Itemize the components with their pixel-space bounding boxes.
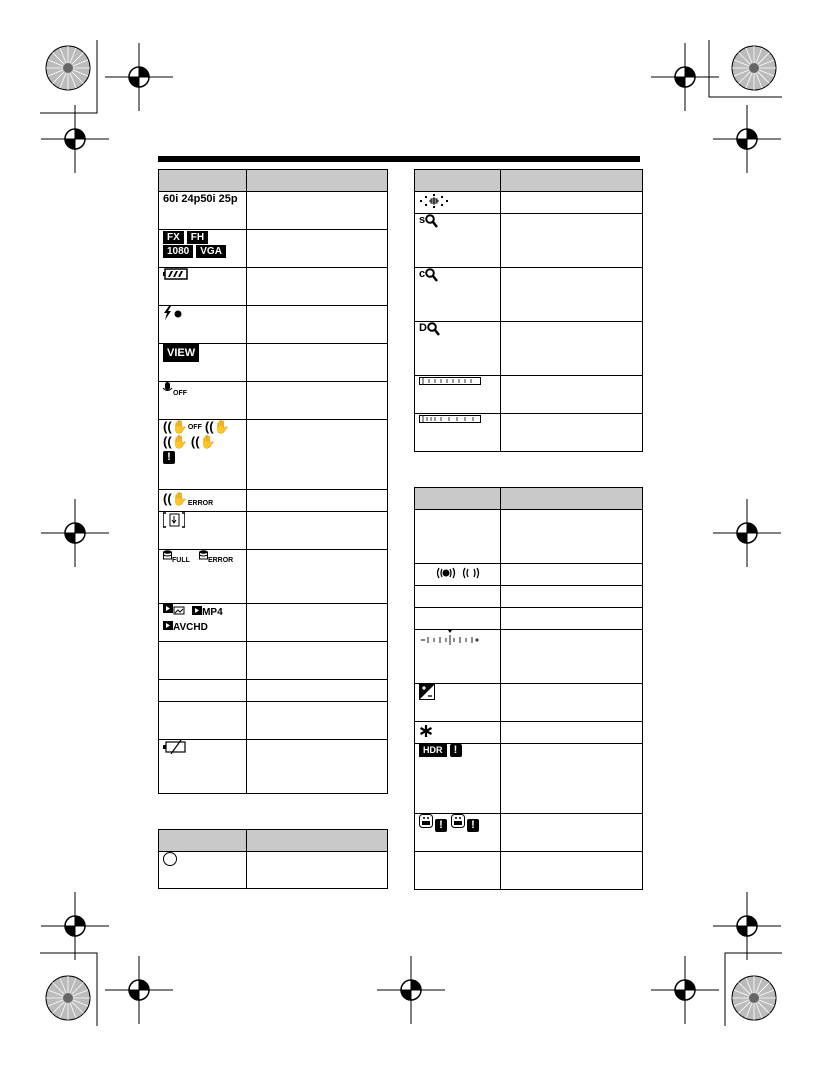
table-row	[415, 608, 643, 630]
ae-lock-icon	[419, 724, 433, 738]
table-row	[159, 490, 388, 512]
warning-icon: !	[435, 819, 447, 832]
memory-card-icon	[163, 512, 185, 528]
header-rule	[158, 156, 640, 162]
image-size-icon: FH	[187, 231, 208, 244]
circle-icon	[163, 852, 177, 866]
table-row	[415, 192, 643, 214]
image-size-icon: VGA	[196, 245, 226, 258]
right-top-table	[414, 169, 643, 452]
battery-icon	[163, 268, 189, 280]
table-row	[415, 414, 643, 452]
playback-still-icon	[163, 606, 185, 618]
warning-icon: !	[163, 451, 175, 464]
table-row	[415, 722, 643, 744]
table-row	[415, 852, 643, 890]
table-row	[415, 376, 643, 414]
scale-bar-icon	[419, 377, 481, 385]
table-header-description	[501, 488, 643, 510]
no-battery-icon	[163, 740, 187, 754]
hdr-icon: HDR	[419, 744, 447, 757]
table-row	[159, 192, 388, 230]
scale-bar-icon	[419, 415, 481, 423]
steadyshot-error-icon: ((✋ERROR	[163, 491, 214, 507]
table-row	[415, 214, 643, 268]
table-header-description	[247, 830, 388, 852]
right-bottom-table	[414, 487, 643, 890]
exposure-comp-icon	[419, 684, 435, 700]
warning-icon: !	[450, 744, 462, 757]
picture-effect-icon	[419, 814, 433, 828]
mic-off-icon: OFF	[163, 385, 187, 397]
picture-effect-icon	[451, 814, 465, 828]
flash-charge-icon	[163, 306, 187, 320]
table-row	[415, 268, 643, 322]
table-row	[159, 740, 388, 794]
smart-zoom-icon: s	[419, 214, 438, 226]
database-error-icon: ERROR	[199, 552, 233, 564]
digital-zoom-icon: D	[419, 322, 440, 334]
table-row	[159, 550, 388, 604]
table-header-description	[247, 170, 388, 192]
table-row	[159, 306, 388, 344]
playback-avchd-icon: AVCHD	[163, 621, 208, 633]
view-icon: VIEW	[163, 344, 199, 362]
table-row	[159, 268, 388, 306]
table-row	[415, 564, 643, 586]
table-row	[415, 586, 643, 608]
table-header-icon	[415, 488, 501, 510]
video-format-icon: 60i 24p	[163, 193, 201, 205]
focus-indicator-icons	[436, 566, 480, 580]
table-row	[159, 604, 388, 642]
exposure-scale-icon	[419, 630, 481, 646]
af-area-icon	[419, 194, 449, 208]
image-size-icon: FX	[163, 231, 184, 244]
table-row	[415, 684, 643, 722]
table-row	[415, 744, 643, 814]
table-row	[159, 642, 388, 680]
table-row	[159, 852, 388, 889]
warning-icon: !	[467, 819, 479, 832]
table-row	[159, 230, 388, 268]
table-row	[415, 814, 643, 852]
table-row	[159, 420, 388, 490]
table-header-description	[501, 170, 643, 192]
table-row	[415, 630, 643, 684]
left-small-table	[158, 829, 388, 889]
image-size-icon: 1080	[163, 245, 193, 258]
video-format-icon: 50i 25p	[200, 193, 238, 205]
table-header-icon	[159, 830, 247, 852]
clear-image-zoom-icon: c	[419, 268, 438, 280]
database-full-icon: FULL	[163, 552, 190, 564]
table-header-icon	[415, 170, 501, 192]
left-icon-table	[158, 169, 388, 794]
table-header-icon	[159, 170, 247, 192]
playback-mp4-icon: MP4	[192, 606, 223, 618]
table-row	[159, 382, 388, 420]
table-row	[159, 702, 388, 740]
table-row	[159, 344, 388, 382]
table-row	[159, 512, 388, 550]
steadyshot-icon: ((✋OFF ((✋	[163, 419, 230, 434]
table-row	[415, 322, 643, 376]
steadyshot-icon: ((✋ ((✋	[163, 434, 216, 449]
table-row	[159, 680, 388, 702]
table-row	[415, 510, 643, 564]
